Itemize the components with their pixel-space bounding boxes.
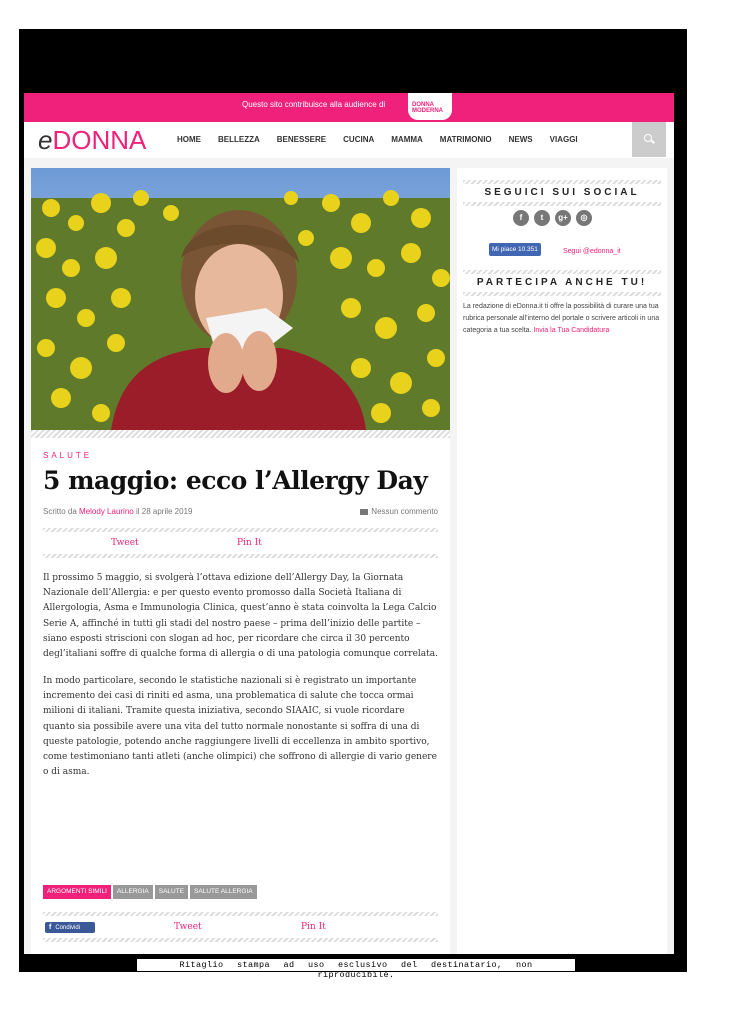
apply-link[interactable]: Invia la Tua Candidatura [533, 327, 610, 334]
facebook-like-button[interactable]: Mi piace 10.351 [489, 243, 541, 256]
banner-text: Questo sito contribuisce alla audience di [242, 100, 386, 109]
google-plus-icon[interactable]: g+ [555, 210, 571, 226]
edonna-logo[interactable]: eDONNA [38, 125, 147, 155]
search-icon [644, 134, 652, 142]
tag-salute-allergia[interactable]: SALUTE ALLERGIA [190, 885, 257, 899]
article-category[interactable]: SALUTE [43, 451, 93, 460]
divider [463, 180, 661, 184]
comment-icon [360, 509, 368, 515]
divider [463, 270, 661, 274]
site-banner [24, 93, 674, 122]
twitter-icon[interactable]: t [534, 210, 550, 226]
facebook-share-button[interactable]: f Condividi [45, 922, 95, 933]
divider [43, 528, 438, 532]
tag-allergia[interactable]: ALLERGIA [113, 885, 153, 899]
main-nav [177, 135, 595, 144]
article-paragraph: In modo particolare, secondo le statistiche nazionali si è registrato un importante incremento dei casi di riniti ed asma, una problematica di salute che tocca ormai milioni di italiani. Tramite questa iniziativa, secondo SIAAIC, si vuole ricordare quanto sia possibile avere una vita del tutto normale nonostante si soffra di una di queste patologie, potendo anche raggiungere livelli di eccellenza in ambito sportivo, come testimoniano tanti atleti (anche olimpici) che soffrono di allergie di vario genere o di asma. [43, 676, 437, 778]
comments-link[interactable]: Nessun commento [360, 507, 438, 516]
press-clipping-stamp: Ritaglio stampa ad uso esclusivo del destinatario, non riproducibile. [137, 959, 575, 971]
sidebar [457, 168, 667, 954]
search-button[interactable] [632, 122, 666, 157]
nav-news[interactable]: NEWS [508, 135, 533, 144]
social-icons [513, 210, 597, 226]
site-header [24, 122, 674, 159]
partner-logo-text: DONNA MODERNA [412, 102, 443, 114]
woman-sneezing-in-flower-field-image [31, 168, 450, 430]
tweet-button-top[interactable]: Tweet [111, 538, 139, 548]
nav-matrimonio[interactable]: MATRIMONIO [439, 135, 492, 144]
facebook-icon[interactable]: f [513, 210, 529, 226]
tag-salute[interactable]: SALUTE [155, 885, 188, 899]
article-column [31, 168, 450, 954]
pin-it-button-bottom[interactable]: Pin It [301, 922, 326, 932]
author-link[interactable]: Melody Laurino [79, 507, 134, 516]
nav-mamma[interactable]: MAMMA [391, 135, 423, 144]
participate-heading: PARTECIPA ANCHE TU! [476, 277, 648, 288]
divider [43, 938, 438, 942]
nav-benessere[interactable]: BENESSERE [276, 135, 327, 144]
nav-bellezza[interactable]: BELLEZZA [218, 135, 260, 144]
participate-text: La redazione di eDonna.it ti offre la possibilità di curare una tua rubrica personale all’interno del portale o scrivere articoli in una categoria a tua scelta. Invia la Tua Candidatura [463, 303, 660, 334]
pin-it-button-top[interactable]: Pin It [237, 538, 262, 548]
article-title: 5 maggio: ecco l’Allergy Day [43, 466, 428, 495]
divider [43, 554, 438, 558]
twitter-follow-link[interactable]: Segui @edonna_it [563, 248, 621, 255]
article-date: 28 aprile 2019 [141, 507, 193, 516]
nav-cucina[interactable]: CUCINA [343, 135, 375, 144]
divider [463, 202, 661, 206]
article-byline: Scritto da Melody Laurino il 28 aprile 2019 [43, 507, 193, 516]
tweet-button-bottom[interactable]: Tweet [174, 922, 202, 932]
divider [31, 430, 450, 438]
facebook-icon: f [49, 924, 52, 931]
nav-home[interactable]: HOME [177, 135, 201, 144]
instagram-icon[interactable]: ◎ [576, 210, 592, 226]
divider [463, 292, 661, 296]
nav-viaggi[interactable]: VIAGGI [549, 135, 578, 144]
hero-image [31, 168, 450, 430]
tags-label: ARGOMENTI SIMILI [43, 885, 111, 899]
related-tags [43, 885, 259, 899]
donna-moderna-logo[interactable] [408, 93, 452, 120]
divider [43, 912, 438, 916]
article-paragraph: Il prossimo 5 maggio, si svolgerà l’ottava edizione dell’Allergy Day, la Giornata Nazionale dell’Allergia: e per questo evento promosso dalla Società Italiana di Allergologia, Asma e Immunologia Clinica, quest’anno è stata coinvolta la Lega Calcio Serie A, affinché in tutti gli stadi del nostro paese – prima dell’inizio delle partite – siano esposti striscioni con slogan ad hoc, per ricordare che circa il 30 percento degl’italiani soffre di qualche forma di allergia o di una patologia comunque correlata. [43, 573, 439, 660]
social-heading: SEGUICI SUI SOCIAL [484, 187, 640, 198]
